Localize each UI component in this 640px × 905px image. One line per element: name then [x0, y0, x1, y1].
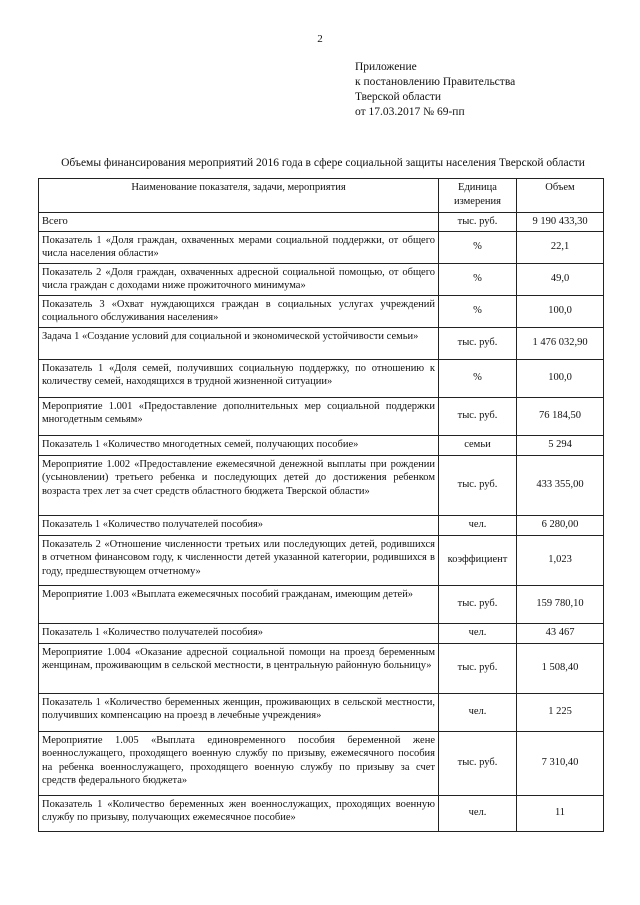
row-unit-cell: %	[439, 263, 517, 295]
row-name-cell: Мероприятие 1.002 «Предоставление ежемесячной денежной выплаты при рождении (усыновлении) третьего ребенка и последующих детей до достижения ребенком возраста трех лет за счет средств областного бюджета Тверской области»	[39, 455, 439, 515]
row-name-cell: Показатель 1 «Количество получателей пособия»	[39, 515, 439, 535]
row-name-cell: Показатель 2 «Отношение численности третьих или последующих детей, родившихся в отчетном финансовом году, к численности детей указанной категории, родившихся в году, предшествующем отчетному»	[39, 535, 439, 585]
row-value-cell: 9 190 433,30	[517, 213, 604, 232]
row-unit-cell: семьи	[439, 435, 517, 455]
header-value: Объем	[517, 179, 604, 213]
document-title: Объемы финансирования мероприятий 2016 года в сфере социальной защиты населения Тверской области	[61, 157, 585, 169]
table-row	[39, 295, 604, 327]
appendix-line: Приложение	[355, 61, 417, 73]
row-value-cell: 6 280,00	[517, 515, 604, 535]
row-unit-cell: тыс. руб.	[439, 455, 517, 515]
row-unit-cell: тыс. руб.	[439, 213, 517, 232]
row-name-cell: Показатель 1 «Доля граждан, охваченных мерами социальной поддержки, от общего числа населения области»	[39, 231, 439, 263]
table-row	[39, 455, 604, 515]
appendix-block	[355, 60, 515, 120]
row-unit-cell: тыс. руб.	[439, 585, 517, 623]
table-row	[39, 359, 604, 397]
row-unit-cell: чел.	[439, 623, 517, 643]
header-unit: Единица измерения	[439, 179, 517, 213]
appendix-line: к постановлению Правительства	[355, 76, 516, 88]
row-name-cell: Показатель 2 «Доля граждан, охваченных адресной социальной помощью, от общего числа граждан с доходами ниже прожиточного минимума»	[39, 263, 439, 295]
table-row	[39, 397, 604, 435]
row-value-cell: 100,0	[517, 295, 604, 327]
row-name-cell: Задача 1 «Создание условий для социальной и экономической устойчивости семьи»	[39, 327, 439, 359]
row-name-cell: Показатель 1 «Доля семей, получивших социальную поддержку, по отношению к количеству семей, находящихся в трудной жизненной ситуации»	[39, 359, 439, 397]
financing-table	[38, 178, 604, 832]
table-header-row	[39, 179, 604, 213]
table-row	[39, 263, 604, 295]
row-value-cell: 1 225	[517, 693, 604, 731]
row-name-cell: Мероприятие 1.001 «Предоставление дополнительных мер социальной поддержки многодетным семьям»	[39, 397, 439, 435]
row-value-cell: 49,0	[517, 263, 604, 295]
row-value-cell: 11	[517, 795, 604, 831]
table-row	[39, 623, 604, 643]
page-number: 2	[317, 33, 323, 45]
table-row	[39, 585, 604, 623]
row-name-cell: Всего	[39, 213, 439, 232]
appendix-line: от 17.03.2017 № 69-пп	[355, 106, 465, 118]
row-unit-cell: тыс. руб.	[439, 397, 517, 435]
table-row	[39, 731, 604, 795]
row-value-cell: 22,1	[517, 231, 604, 263]
row-name-cell: Мероприятие 1.005 «Выплата единовременного пособия беременной жене военнослужащего, проходящего военную службу по призыву, ежемесячного пособия на ребенка военнослужащего, проходящего военную службу по призыву за счет средств федерального бюджета»	[39, 731, 439, 795]
row-value-cell: 433 355,00	[517, 455, 604, 515]
row-unit-cell: чел.	[439, 693, 517, 731]
row-name-cell: Мероприятие 1.004 «Оказание адресной социальной помощи на проезд беременным женщинам, проживающим в сельской местности, в центральную районную больницу»	[39, 643, 439, 693]
row-name-cell: Показатель 1 «Количество многодетных семей, получающих пособие»	[39, 435, 439, 455]
table-body	[39, 213, 604, 832]
row-unit-cell: тыс. руб.	[439, 731, 517, 795]
table-row	[39, 213, 604, 232]
row-value-cell: 5 294	[517, 435, 604, 455]
row-name-cell: Показатель 1 «Количество получателей пособия»	[39, 623, 439, 643]
table-row	[39, 435, 604, 455]
table-row	[39, 327, 604, 359]
row-unit-cell: %	[439, 359, 517, 397]
row-name-cell: Мероприятие 1.003 «Выплата ежемесячных пособий гражданам, имеющим детей»	[39, 585, 439, 623]
table-row	[39, 515, 604, 535]
table-row	[39, 535, 604, 585]
row-value-cell: 159 780,10	[517, 585, 604, 623]
row-value-cell: 1,023	[517, 535, 604, 585]
row-value-cell: 43 467	[517, 623, 604, 643]
header-name: Наименование показателя, задачи, мероприятия	[39, 179, 439, 213]
row-unit-cell: %	[439, 231, 517, 263]
table-row	[39, 643, 604, 693]
row-unit-cell: тыс. руб.	[439, 643, 517, 693]
row-value-cell: 1 476 032,90	[517, 327, 604, 359]
row-unit-cell: %	[439, 295, 517, 327]
row-value-cell: 100,0	[517, 359, 604, 397]
row-name-cell: Показатель 3 «Охват нуждающихся граждан в социальных услугах учреждений социального обслуживания населения»	[39, 295, 439, 327]
row-unit-cell: коэффициент	[439, 535, 517, 585]
row-unit-cell: чел.	[439, 795, 517, 831]
row-name-cell: Показатель 1 «Количество беременных жен военнослужащих, проходящих военную службу по призыву, получающих ежемесячное пособие»	[39, 795, 439, 831]
table-row	[39, 231, 604, 263]
row-value-cell: 76 184,50	[517, 397, 604, 435]
row-value-cell: 7 310,40	[517, 731, 604, 795]
table-row	[39, 693, 604, 731]
row-unit-cell: тыс. руб.	[439, 327, 517, 359]
row-unit-cell: чел.	[439, 515, 517, 535]
table-row	[39, 795, 604, 831]
row-value-cell: 1 508,40	[517, 643, 604, 693]
row-name-cell: Показатель 1 «Количество беременных женщин, проживающих в сельской местности, получивших компенсацию на проезд в лечебные учреждения»	[39, 693, 439, 731]
appendix-line: Тверской области	[355, 91, 441, 103]
